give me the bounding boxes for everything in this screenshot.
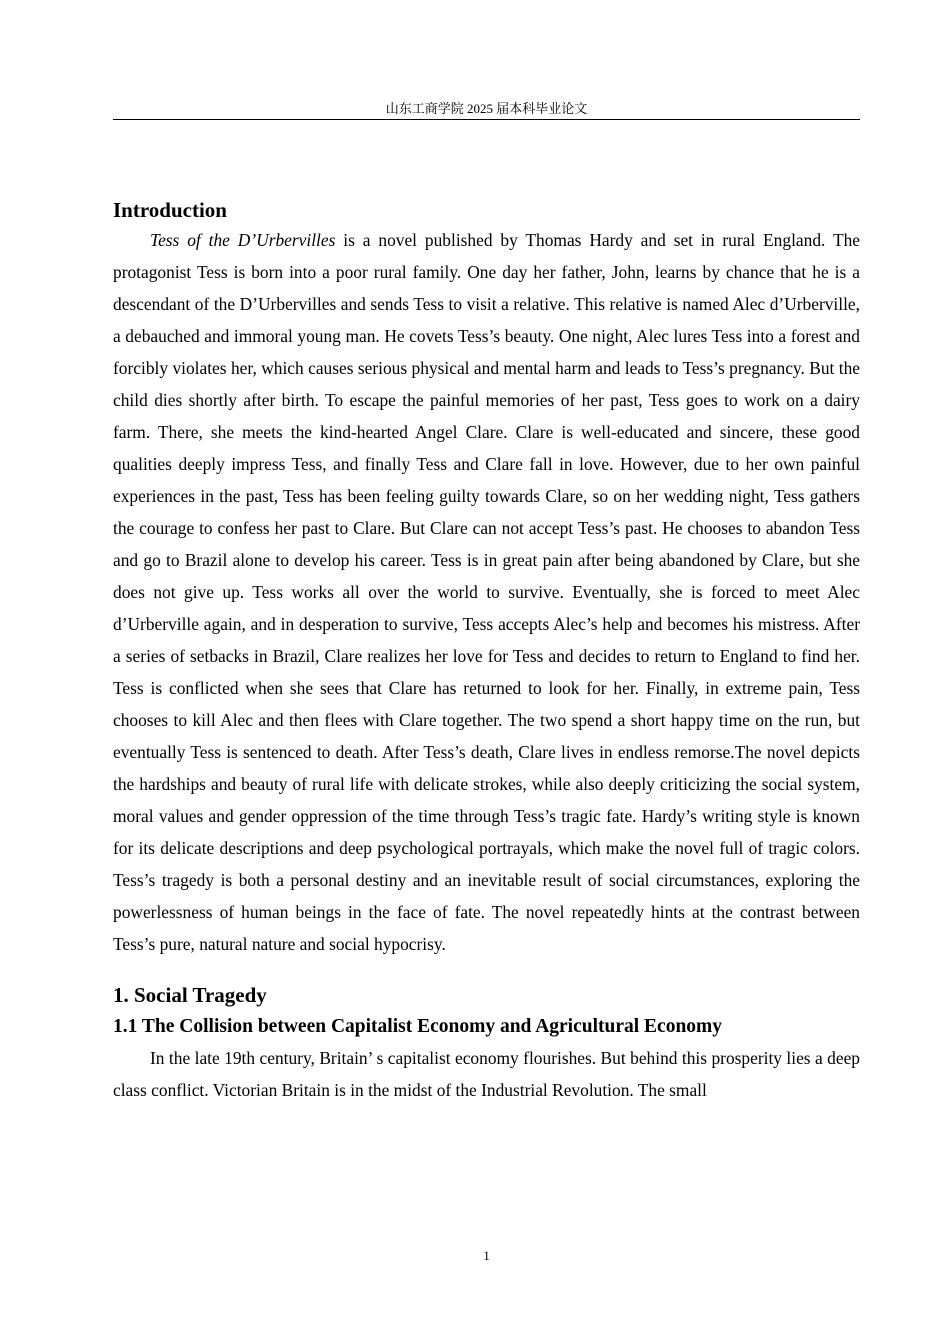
page-header: 山东工商学院 2025 届本科毕业论文 [385, 101, 588, 116]
section-1-1-paragraph: In the late 19th century, Britain’ s capitalist economy flourishes. But behind this prosperity lies a deep class conflict. Victorian Britain is in the midst of the Industrial Revolution. The small [113, 1048, 860, 1100]
chapter-1-heading: 1. Social Tragedy [113, 983, 267, 1007]
introduction-heading: Introduction [113, 198, 227, 222]
section-1-1-heading: 1.1 The Collision between Capitalist Economy and Agricultural Economy [113, 1016, 723, 1037]
document-body [113, 196, 860, 1106]
book-title: Tess of the D’Urbervilles [150, 230, 336, 250]
page-number: 1 [483, 1248, 490, 1263]
introduction-paragraph [113, 224, 860, 960]
header-rule [113, 119, 860, 120]
introduction-text: is a novel published by Thomas Hardy and set in rural England. The protagonist Tess is born into a poor rural family. One day her father, John, learns by chance that he is a descendant of the D’Urbervilles and sends Tess to visit a relative. This relative is named Alec d’Urberville, a debauched and immoral young man. He covets Tess’s beauty. One night, Alec lures Tess into a forest and forcibly violates her, which causes serious physical and mental harm and leads to Tess’s pregnancy. But the child dies shortly after birth. To escape the painful memories of her past, Tess goes to work on a dairy farm. There, she meets the kind-hearted Angel Clare. Clare is well-educated and sincere, these good qualities deeply impress Tess, and finally Tess and Clare fall in love. However, due to her own painful experiences in the past, Tess has been feeling guilty towards Clare, so on her wedding night, Tess gathers the courage to confess her past to Clare. But Clare can not accept Tess’s past. He chooses to abandon Tess and go to Brazil alone to develop his career. Tess is in great pain after being abandoned by Clare, but she does not give up. Tess works all over the world to survive. Eventually, she is forced to meet Alec d’Urberville again, and in desperation to survive, Tess accepts Alec’s help and becomes his mistress. After a series of setbacks in Brazil, Clare realizes her love for Tess and decides to return to England to find her. Tess is conflicted when she sees that Clare has returned to look for her. Finally, in extreme pain, Tess chooses to kill Alec and then flees with Clare together. The two spend a short happy time on the run, but eventually Tess is sentenced to death. After Tess’s death, Clare lives in endless remorse.The novel depicts the hardships and beauty of rural life with delicate strokes, while also deeply criticizing the social system, moral values and gender oppression of the time through Tess’s tragic fate. Hardy’s writing style is known for its delicate descriptions and deep psychological portrayals, which make the novel full of tragic colors. Tess’s tragedy is both a personal destiny and an inevitable result of social circumstances, exploring the powerlessness of human beings in the face of fate. The novel repeatedly hints at the contrast between Tess’s pure, natural nature and social hypocrisy. [113, 230, 860, 954]
